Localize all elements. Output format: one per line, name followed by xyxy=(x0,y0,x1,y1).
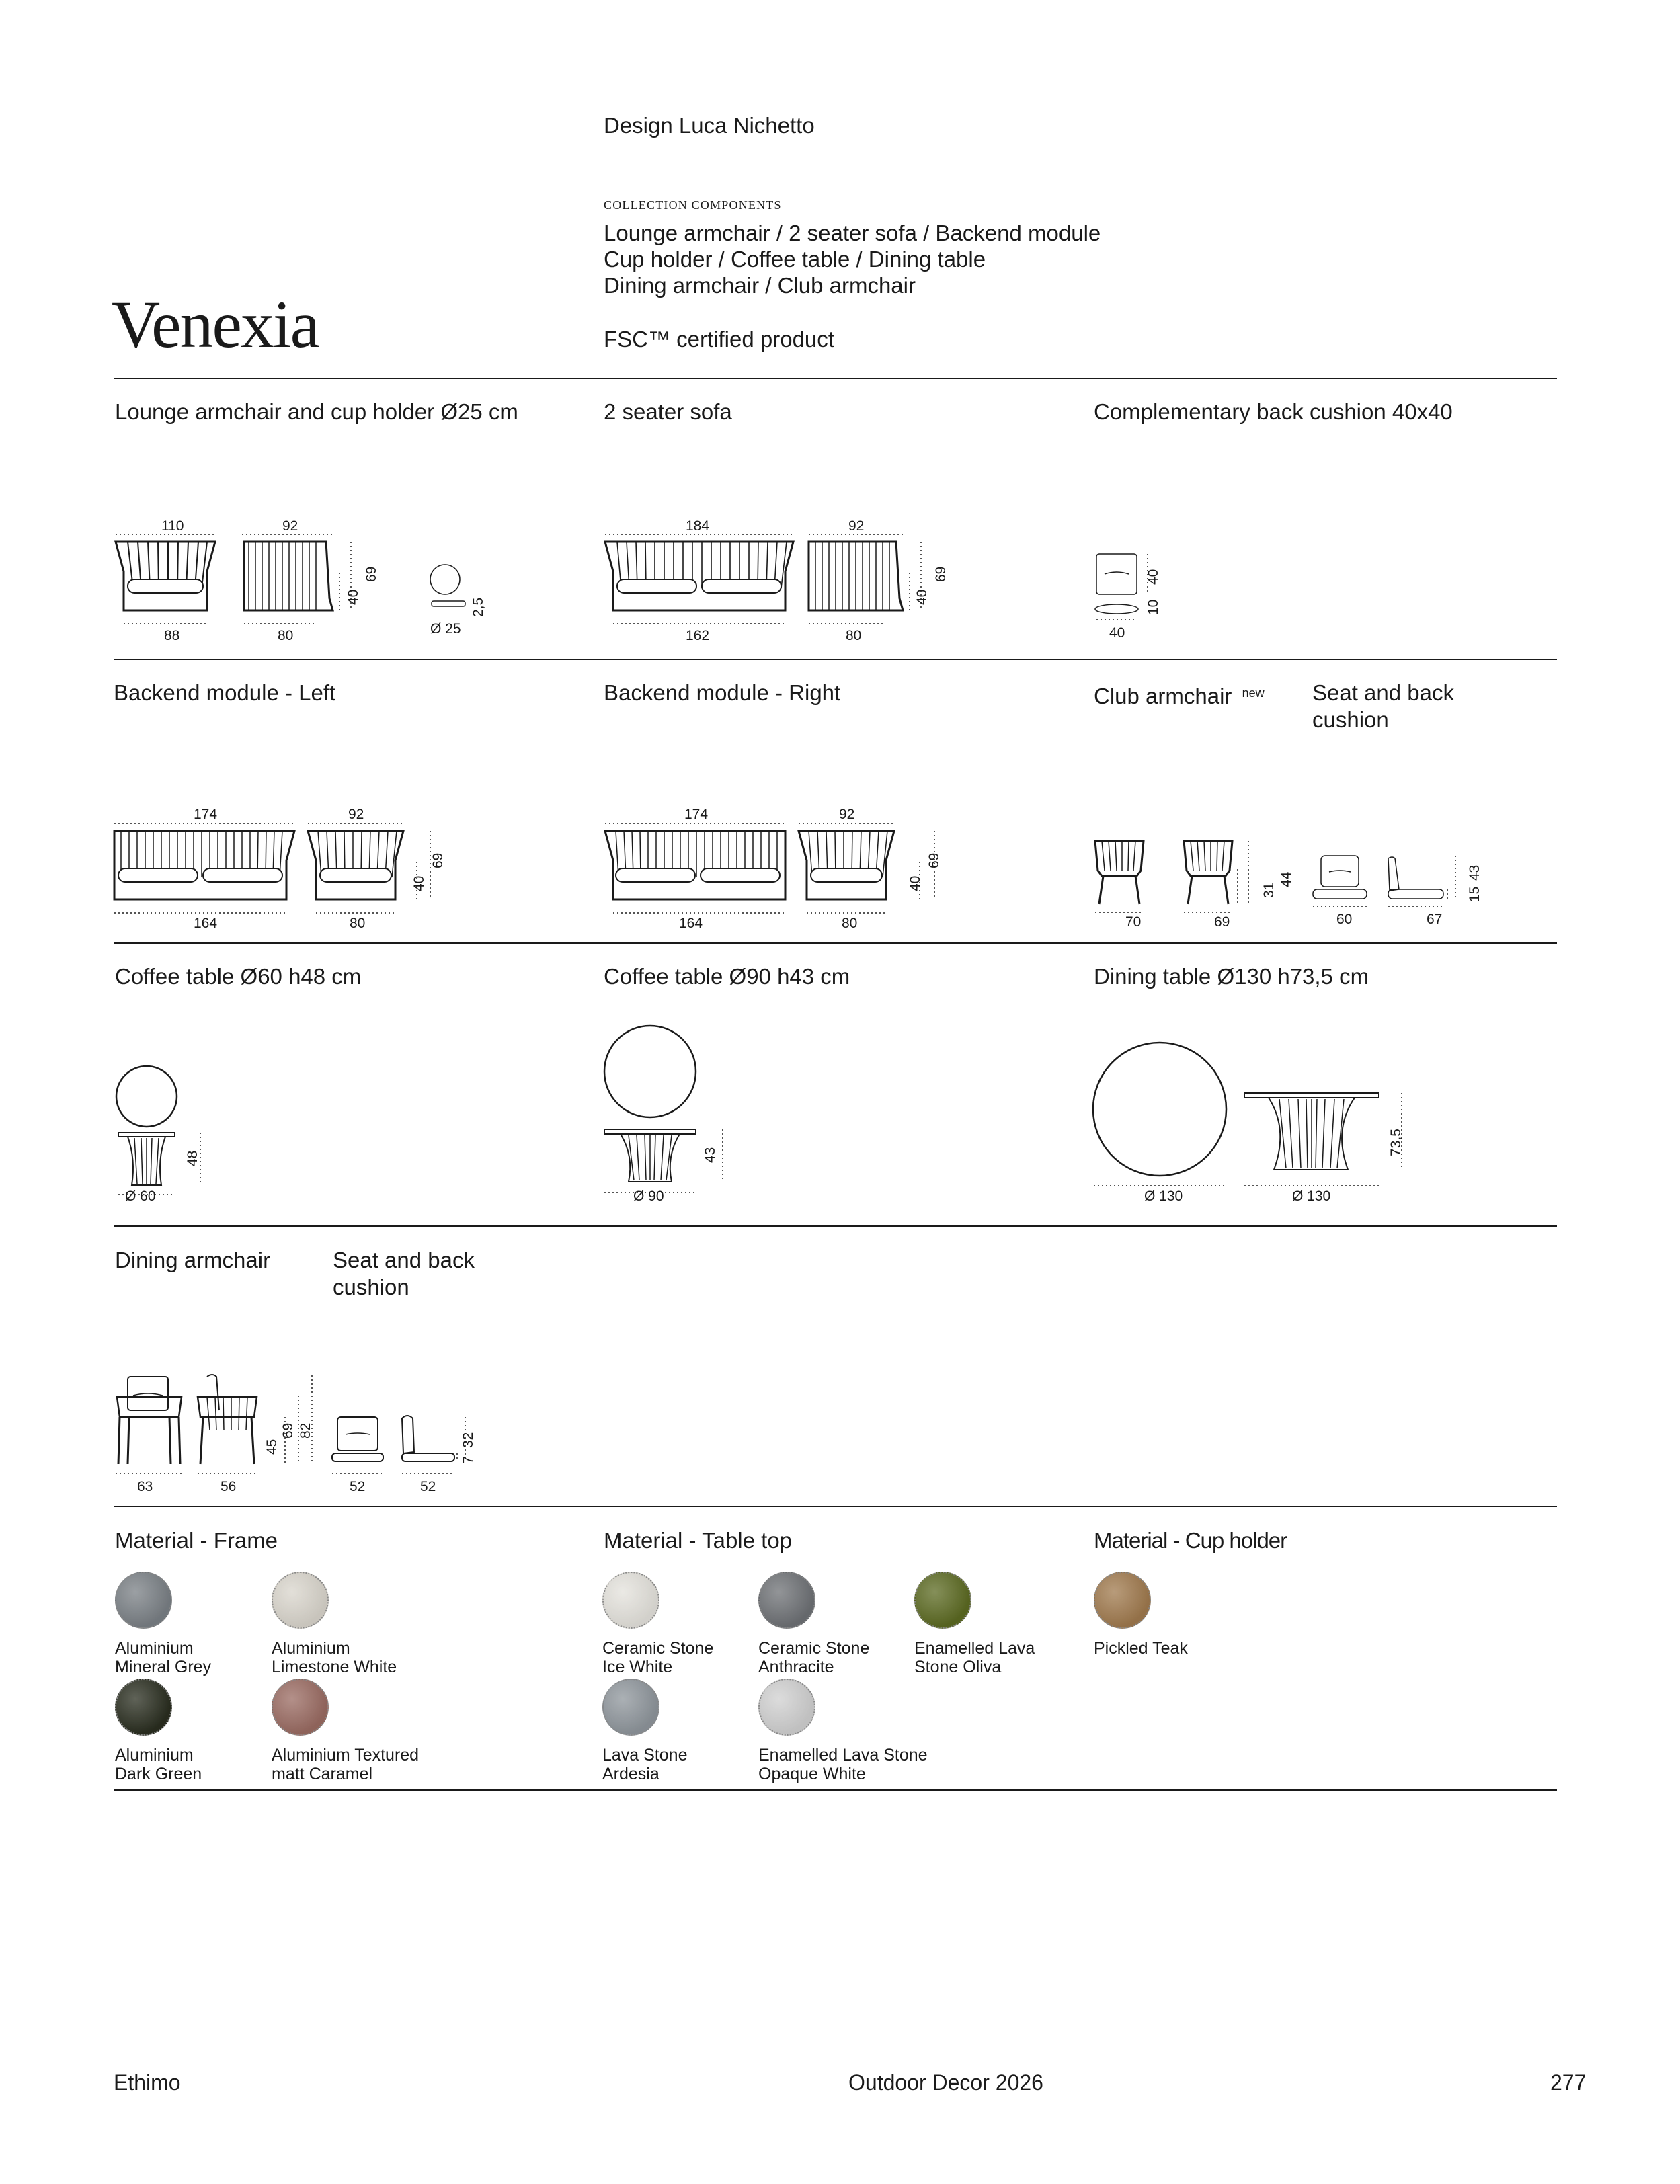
dim-dining-table-d1: Ø 130 xyxy=(1144,1188,1183,1204)
dim-cushion-t: 10 xyxy=(1146,599,1161,615)
swatch-label-ardesia xyxy=(602,1746,688,1783)
dim-backend-left-seat-h: 40 xyxy=(411,875,427,891)
dim-dining-cushion-d: 52 xyxy=(420,1479,436,1494)
dim-club-cushion-t: 15 xyxy=(1467,886,1482,902)
dim-lounge-w: 110 xyxy=(161,518,184,534)
components-line-2: Cup holder / Coffee table / Dining table xyxy=(604,247,986,272)
swatch-label-opaque-white xyxy=(758,1746,928,1783)
swatch-label-line: Aluminium xyxy=(115,1746,194,1765)
lounge-armchair-drawing xyxy=(114,531,397,639)
dim-club-seat-h: 31 xyxy=(1261,882,1277,898)
swatch-label-line: Stone Oliva xyxy=(914,1658,1002,1676)
dim-cushion-w: 40 xyxy=(1109,625,1125,641)
dim-sofa-d: 92 xyxy=(848,518,865,534)
dim-dining-armchair-w: 63 xyxy=(137,1479,153,1494)
swatch-limestone-white[interactable] xyxy=(272,1572,329,1629)
swatch-label-line: Limestone White xyxy=(272,1658,397,1676)
backend-right-drawing xyxy=(604,820,953,928)
dim-dining-cushion-h: 32 xyxy=(461,1432,476,1448)
back-cushion-drawing xyxy=(1094,551,1188,625)
swatch-label-line: Lava Stone xyxy=(602,1746,688,1765)
swatch-label-line: Ice White xyxy=(602,1658,673,1676)
dim-club-cushion-w: 60 xyxy=(1336,912,1353,927)
dim-backend-left-w: 174 xyxy=(194,807,218,822)
components-line-3: Dining armchair / Club armchair xyxy=(604,273,916,298)
swatch-label-matt-caramel xyxy=(272,1746,419,1783)
swatch-label-line: matt Caramel xyxy=(272,1765,373,1783)
dim-dining-armchair-d: 56 xyxy=(221,1479,237,1494)
swatch-label-ice-white xyxy=(602,1639,713,1676)
divider xyxy=(114,659,1557,660)
dim-club-cushion-d: 67 xyxy=(1427,912,1443,927)
dim-backend-left-base-d: 80 xyxy=(350,916,366,931)
swatch-label-line: Enamelled Lava Stone xyxy=(758,1746,928,1765)
components-label: COLLECTION COMPONENTS xyxy=(604,198,782,212)
designer-credit: Design Luca Nichetto xyxy=(604,113,815,138)
swatch-pickled-teak[interactable] xyxy=(1094,1572,1151,1629)
swatch-label-line: Pickled Teak xyxy=(1094,1639,1188,1658)
section-title-dining-cushion: Seat and back cushion xyxy=(333,1248,475,1299)
dim-cup-h: 2,5 xyxy=(471,597,486,617)
dim-dining-table-h: 73,5 xyxy=(1388,1129,1404,1156)
section-title-backend-right: Backend module - Right xyxy=(604,680,841,705)
dim-dining-armchair-arm-h: 69 xyxy=(280,1422,296,1439)
swatch-ardesia[interactable] xyxy=(602,1679,659,1736)
divider xyxy=(114,942,1557,944)
dim-club-h: 44 xyxy=(1279,871,1294,887)
dim-backend-right-w: 174 xyxy=(684,807,709,822)
certification: FSC™ certified product xyxy=(604,327,834,352)
divider xyxy=(114,1789,1557,1791)
coffee-table-60-drawing xyxy=(113,1065,221,1200)
dim-club-w: 70 xyxy=(1125,914,1142,930)
dim-backend-right-h: 69 xyxy=(926,852,942,868)
section-title-club-cushion: Seat and back cushion xyxy=(1312,680,1454,732)
dim-cushion-h: 40 xyxy=(1146,569,1161,585)
new-badge: new xyxy=(1242,686,1265,700)
footer-brand: Ethimo xyxy=(114,2070,181,2095)
swatch-label-line: Aluminium xyxy=(115,1639,194,1658)
dim-coffee90-h: 43 xyxy=(703,1147,718,1163)
swatch-matt-caramel[interactable] xyxy=(272,1679,329,1736)
dim-sofa-h: 69 xyxy=(933,566,949,582)
components-line-1: Lounge armchair / 2 seater sofa / Backend module xyxy=(604,220,1101,245)
backend-left-drawing xyxy=(113,820,463,928)
dim-sofa-base-d: 80 xyxy=(846,628,862,643)
swatch-label-line: Anthracite xyxy=(758,1658,834,1676)
swatch-label-line: Dark Green xyxy=(115,1765,202,1783)
section-title-coffee90: Coffee table Ø90 h43 cm xyxy=(604,964,850,989)
dim-backend-right-seat-h: 40 xyxy=(908,875,923,891)
dim-sofa-w: 184 xyxy=(686,518,710,534)
dim-cup-d: Ø 25 xyxy=(430,621,461,637)
dim-coffee90-d: Ø 90 xyxy=(633,1188,664,1204)
swatch-anthracite[interactable] xyxy=(758,1572,815,1629)
dim-lounge-seat-h: 40 xyxy=(346,589,361,605)
dim-dining-armchair-seat-h: 45 xyxy=(264,1439,280,1455)
swatch-label-mineral-grey xyxy=(115,1639,211,1676)
swatch-label-line: Enamelled Lava xyxy=(914,1639,1035,1658)
swatch-label-stone-oliva xyxy=(914,1639,1035,1676)
swatch-label-line: Mineral Grey xyxy=(115,1658,212,1676)
swatch-dark-green[interactable] xyxy=(115,1679,172,1736)
swatch-label-line: Ceramic Stone xyxy=(602,1639,714,1658)
dim-coffee60-d: Ø 60 xyxy=(125,1188,156,1204)
collection-title: Venexia xyxy=(112,287,319,362)
divider xyxy=(114,378,1557,379)
footer-catalog: Outdoor Decor 2026 xyxy=(848,2070,1043,2095)
dim-club-cushion-h: 43 xyxy=(1467,864,1482,881)
dim-sofa-base-w: 162 xyxy=(686,628,710,643)
swatch-label-line: Ardesia xyxy=(602,1765,659,1783)
swatch-stone-oliva[interactable] xyxy=(914,1572,971,1629)
section-title-coffee60: Coffee table Ø60 h48 cm xyxy=(115,964,362,989)
divider xyxy=(114,1506,1557,1507)
divider xyxy=(114,1225,1557,1227)
dining-table-drawing xyxy=(1092,1035,1415,1197)
section-title-sofa: 2 seater sofa xyxy=(604,399,732,424)
dim-dining-cushion-t: 7 xyxy=(461,1456,476,1464)
swatch-label-line: Aluminium Textured xyxy=(272,1746,419,1765)
dim-sofa-seat-h: 40 xyxy=(914,589,930,605)
section-title-dining-table: Dining table Ø130 h73,5 cm xyxy=(1094,964,1369,989)
dim-backend-right-base-w: 164 xyxy=(679,916,703,931)
sofa-drawing xyxy=(604,531,967,639)
dim-backend-left-h: 69 xyxy=(430,852,446,868)
dim-coffee60-h: 48 xyxy=(185,1150,200,1166)
swatch-ice-white[interactable] xyxy=(602,1572,659,1629)
swatch-label-anthracite xyxy=(758,1639,869,1676)
section-title-lounge: Lounge armchair and cup holder Ø25 cm xyxy=(115,399,518,424)
dim-backend-right-base-d: 80 xyxy=(842,916,858,931)
swatch-label-line: Opaque White xyxy=(758,1765,866,1783)
dim-dining-cushion-w: 52 xyxy=(350,1479,366,1494)
page-number: 277 xyxy=(1550,2070,1587,2095)
coffee-table-90-drawing xyxy=(602,1022,750,1197)
dim-lounge-base-d: 80 xyxy=(278,628,294,643)
materials-cup-holder-title: Material - Cup holder xyxy=(1094,1528,1287,1553)
dim-lounge-d: 92 xyxy=(282,518,298,534)
swatch-opaque-white[interactable] xyxy=(758,1679,815,1736)
section-title-club xyxy=(1094,680,1265,710)
swatch-label-line: Aluminium xyxy=(272,1639,350,1658)
swatch-label-limestone-white xyxy=(272,1639,397,1676)
dim-backend-right-d: 92 xyxy=(839,807,855,822)
swatch-label-pickled-teak xyxy=(1094,1639,1188,1658)
dim-club-d: 69 xyxy=(1214,914,1230,930)
dim-backend-left-base-w: 164 xyxy=(194,916,218,931)
dim-lounge-h: 69 xyxy=(364,566,379,582)
section-title-dining-armchair: Dining armchair xyxy=(115,1248,271,1272)
dim-lounge-base-w: 88 xyxy=(164,628,180,643)
dim-dining-table-d2: Ø 130 xyxy=(1292,1188,1331,1204)
swatch-mineral-grey[interactable] xyxy=(115,1572,172,1629)
swatch-label-dark-green xyxy=(115,1746,202,1783)
swatch-label-line: Ceramic Stone xyxy=(758,1639,870,1658)
materials-table-top-title: Material - Table top xyxy=(604,1528,793,1553)
section-title-backend-left: Backend module - Left xyxy=(114,680,336,705)
materials-frame-title: Material - Frame xyxy=(115,1528,278,1553)
dim-dining-armchair-h: 82 xyxy=(298,1422,313,1439)
section-title-cushion: Complementary back cushion 40x40 xyxy=(1094,399,1453,424)
club-title-text: Club armchair xyxy=(1094,684,1232,709)
dim-backend-left-d: 92 xyxy=(348,807,364,822)
